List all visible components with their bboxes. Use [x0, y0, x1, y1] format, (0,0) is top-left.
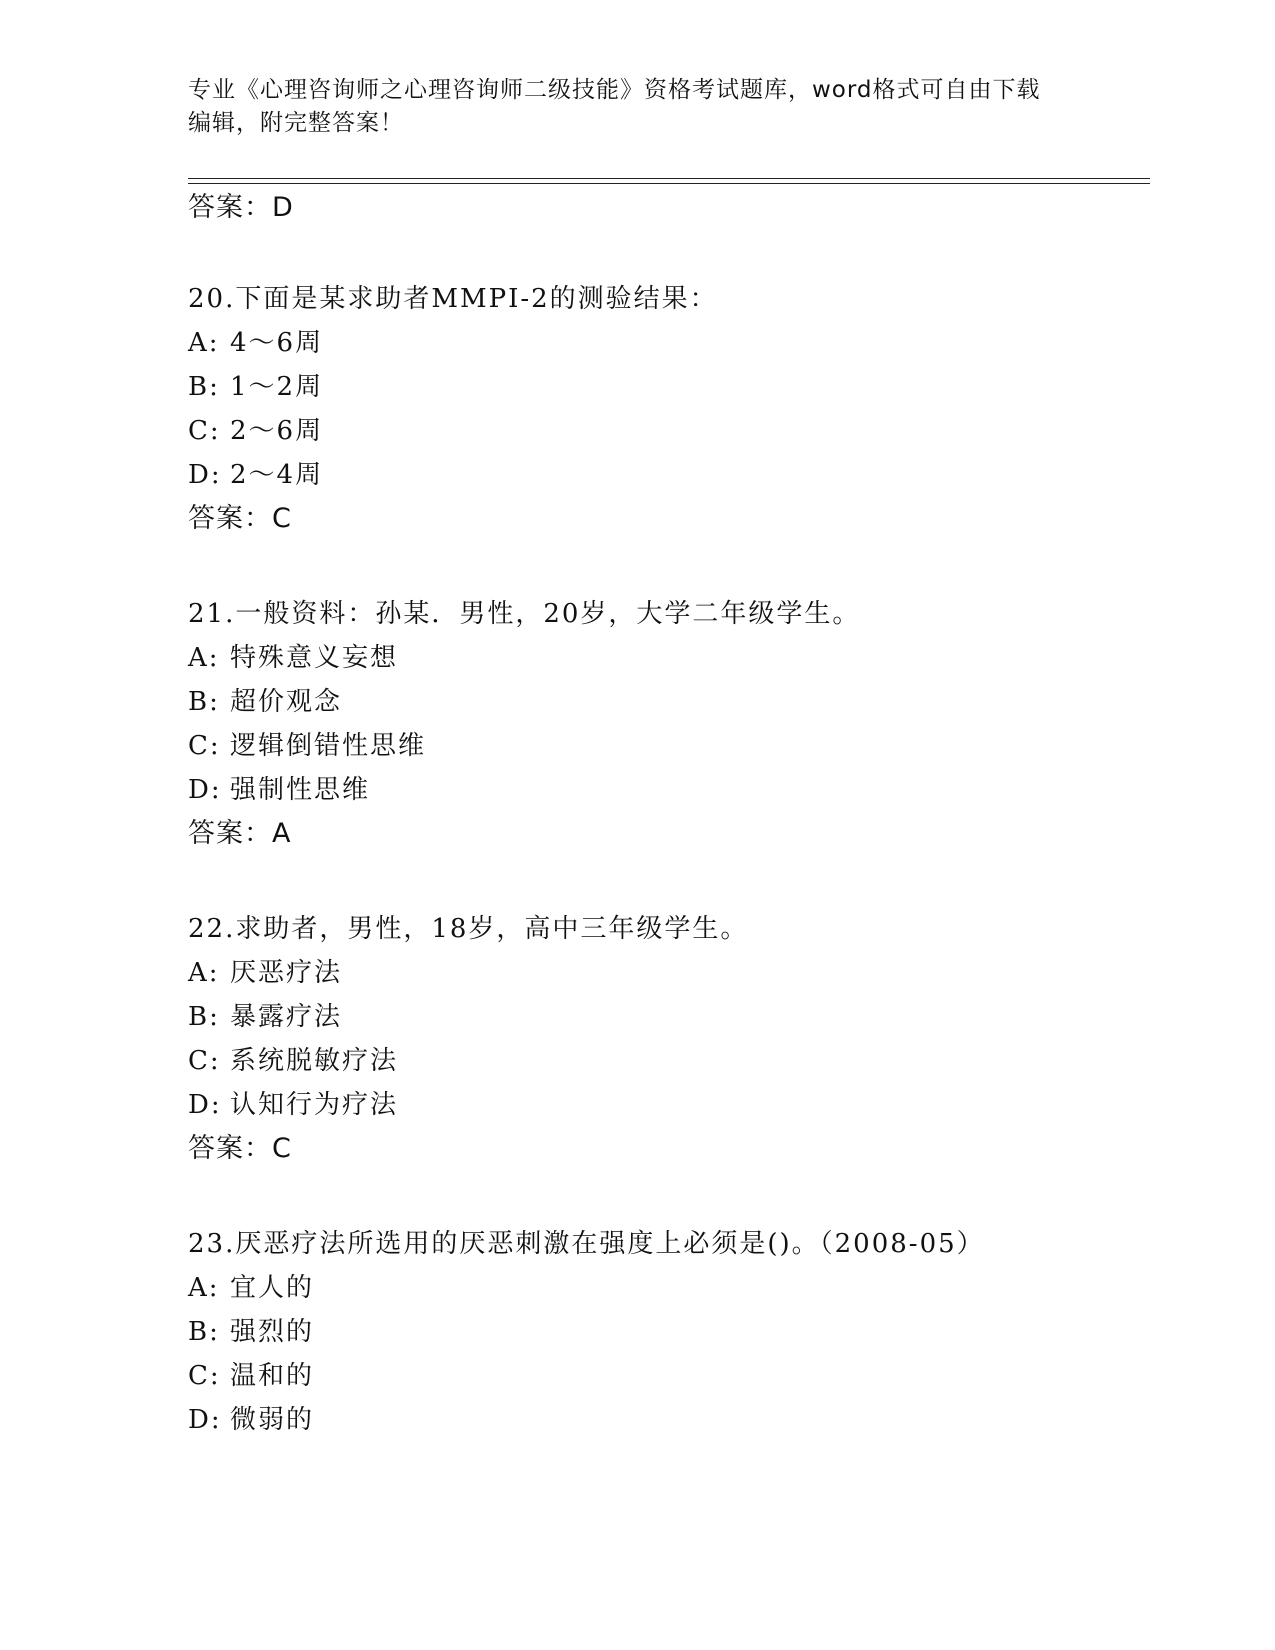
option-letter: B:	[188, 372, 220, 402]
option-text: 特殊意义妄想	[230, 643, 399, 673]
option-c	[188, 415, 323, 447]
option-text: 宜人的	[230, 1273, 315, 1303]
option-c	[188, 730, 426, 762]
previous-answer: 答案：D	[188, 192, 294, 223]
option-letter: D:	[188, 460, 222, 490]
question-title: 23.厌恶疗法所选用的厌恶刺激在强度上必须是()。（2008-05）	[188, 1229, 985, 1259]
option-letter: C:	[188, 731, 221, 761]
option-text: 逻辑倒错性思维	[230, 731, 427, 761]
option-b	[188, 1316, 314, 1348]
option-letter: A:	[188, 643, 220, 673]
option-c	[188, 1045, 398, 1077]
option-d	[188, 459, 323, 491]
option-text: 认知行为疗法	[230, 1090, 399, 1120]
question-title: 20.下面是某求助者MMPI-2的测验结果：	[188, 284, 718, 314]
option-text: 厌恶疗法	[230, 958, 343, 988]
option-text: 强制性思维	[230, 775, 371, 805]
option-letter: C:	[188, 1046, 221, 1076]
option-c	[188, 1360, 314, 1392]
option-text: 暴露疗法	[230, 1002, 343, 1032]
option-letter: D:	[188, 775, 222, 805]
option-text: 微弱的	[230, 1405, 315, 1435]
option-letter: B:	[188, 1317, 220, 1347]
option-a	[188, 642, 398, 674]
option-text: 系统脱敏疗法	[230, 1046, 399, 1076]
option-letter: C:	[188, 416, 221, 446]
option-letter: A:	[188, 958, 220, 988]
header-divider-top	[188, 178, 1150, 179]
option-letter: D:	[188, 1090, 222, 1120]
question-answer: 答案：A	[188, 818, 292, 849]
option-d	[188, 774, 370, 806]
option-letter: A:	[188, 328, 220, 358]
option-letter: C:	[188, 1361, 221, 1391]
option-text: 4～6周	[230, 328, 324, 358]
option-letter: A:	[188, 1273, 220, 1303]
option-text: 1～2周	[230, 372, 324, 402]
option-text: 强烈的	[230, 1317, 315, 1347]
question-title: 22.求助者，男性，18岁，高中三年级学生。	[188, 914, 749, 944]
option-letter: B:	[188, 687, 220, 717]
option-text: 温和的	[230, 1361, 315, 1391]
option-b	[188, 1001, 342, 1033]
option-text: 2～4周	[230, 460, 324, 490]
header-line-2: 编辑，附完整答案！	[188, 110, 404, 136]
question-answer: 答案：C	[188, 1133, 292, 1164]
header-line-1: 专业《心理咨询师之心理咨询师二级技能》资格考试题库，word格式可自由下载	[188, 77, 1041, 103]
option-b	[188, 371, 323, 403]
option-letter: B:	[188, 1002, 220, 1032]
option-a	[188, 957, 342, 989]
question-title: 21.一般资料：孙某．男性，20岁，大学二年级学生。	[188, 599, 861, 629]
question-answer: 答案：C	[188, 503, 292, 534]
option-text: 超价观念	[230, 687, 343, 717]
option-b	[188, 686, 342, 718]
option-text: 2～6周	[230, 416, 324, 446]
option-d	[188, 1404, 314, 1436]
option-a	[188, 1272, 314, 1304]
option-letter: D:	[188, 1405, 222, 1435]
option-d	[188, 1089, 398, 1121]
header-divider-bottom	[188, 183, 1150, 184]
document-header	[188, 74, 1068, 140]
option-a	[188, 327, 323, 359]
